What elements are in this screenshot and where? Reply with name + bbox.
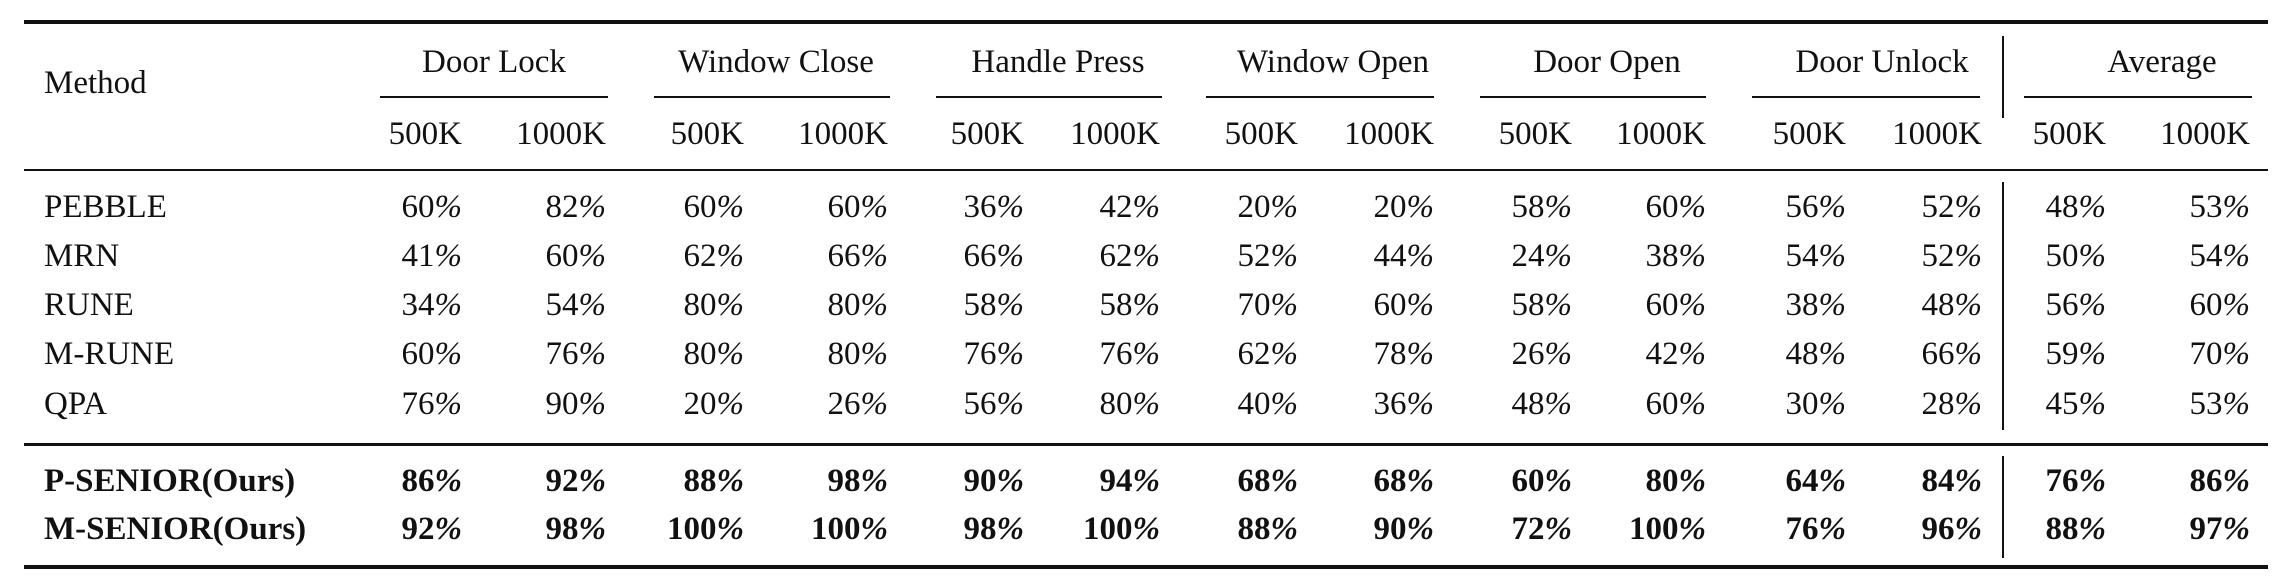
table-cell: 60%	[683, 189, 744, 225]
subheader-1000k: 1000K	[2160, 116, 2250, 152]
table-cell: 84%	[1921, 463, 1982, 499]
table-cell: 60%	[2189, 287, 2250, 323]
subheader-500k: 500K	[950, 116, 1024, 152]
table-cell: 70%	[2189, 336, 2250, 372]
table-cell: 53%	[2189, 189, 2250, 225]
group-underline	[1206, 96, 1434, 98]
subheader-1000k: 1000K	[1616, 116, 1706, 152]
table-cell: 34%	[401, 287, 462, 323]
subheader-500k: 500K	[1224, 116, 1298, 152]
table-cell: 100%	[811, 511, 888, 547]
table-cell: 42%	[1099, 189, 1160, 225]
group-underline	[2024, 96, 2252, 98]
table-cell: 62%	[1237, 336, 1298, 372]
method-name: MRN	[44, 238, 120, 274]
table-cell: 80%	[827, 336, 888, 372]
table-cell: 90%	[545, 386, 606, 422]
table-cell: 24%	[1511, 238, 1572, 274]
method-column-header: Method	[44, 65, 147, 101]
subheader-500k: 500K	[388, 116, 462, 152]
table-cell: 60%	[1645, 189, 1706, 225]
group-header: Handle Press	[971, 44, 1145, 80]
table-cell: 60%	[1645, 287, 1706, 323]
table-cell: 92%	[401, 511, 462, 547]
table-cell: 45%	[2045, 386, 2106, 422]
table-cell: 50%	[2045, 238, 2106, 274]
table-cell: 88%	[1237, 511, 1298, 547]
table-cell: 66%	[1921, 336, 1982, 372]
group-underline	[1480, 96, 1706, 98]
table-cell: 20%	[1237, 189, 1298, 225]
subheader-1000k: 1000K	[1344, 116, 1434, 152]
group-header: Door Open	[1533, 44, 1681, 80]
table-cell: 66%	[963, 238, 1024, 274]
table-cell: 30%	[1785, 386, 1846, 422]
table-cell: 60%	[1373, 287, 1434, 323]
subheader-1000k: 1000K	[516, 116, 606, 152]
subheader-1000k: 1000K	[1070, 116, 1160, 152]
table-cell: 88%	[683, 463, 744, 499]
table-cell: 98%	[545, 511, 606, 547]
table-cell: 64%	[1785, 463, 1846, 499]
subheader-500k: 500K	[1498, 116, 1572, 152]
method-name: PEBBLE	[44, 189, 167, 225]
method-name: QPA	[44, 386, 107, 422]
table-cell: 68%	[1373, 463, 1434, 499]
bottom-rule	[24, 565, 2268, 569]
table-cell: 38%	[1785, 287, 1846, 323]
table-cell: 100%	[667, 511, 744, 547]
table-cell: 48%	[2045, 189, 2106, 225]
table-cell: 76%	[2045, 463, 2106, 499]
table-cell: 53%	[2189, 386, 2250, 422]
table-cell: 66%	[827, 238, 888, 274]
table-cell: 94%	[1099, 463, 1160, 499]
table-cell: 60%	[827, 189, 888, 225]
table-cell: 76%	[545, 336, 606, 372]
table-cell: 36%	[963, 189, 1024, 225]
group-header: Door Lock	[422, 44, 566, 80]
table-cell: 20%	[1373, 189, 1434, 225]
table-cell: 98%	[827, 463, 888, 499]
table-cell: 41%	[401, 238, 462, 274]
table-cell: 54%	[2189, 238, 2250, 274]
ours-separator-rule	[24, 443, 2268, 446]
table-cell: 92%	[545, 463, 606, 499]
table-cell: 76%	[401, 386, 462, 422]
table-cell: 59%	[2045, 336, 2106, 372]
table-cell: 28%	[1921, 386, 1982, 422]
table-cell: 48%	[1511, 386, 1572, 422]
subheader-500k: 500K	[1772, 116, 1846, 152]
table-cell: 48%	[1921, 287, 1982, 323]
table-cell: 54%	[545, 287, 606, 323]
header-rule	[24, 169, 2268, 171]
method-name: P-SENIOR(Ours)	[44, 463, 296, 499]
table-cell: 86%	[2189, 463, 2250, 499]
group-header: Average	[2107, 44, 2217, 80]
subheader-500k: 500K	[2032, 116, 2106, 152]
table-cell: 80%	[1099, 386, 1160, 422]
table-cell: 76%	[1099, 336, 1160, 372]
table-cell: 20%	[683, 386, 744, 422]
method-name: RUNE	[44, 287, 134, 323]
subheader-1000k: 1000K	[1892, 116, 1982, 152]
table-cell: 26%	[827, 386, 888, 422]
table-cell: 76%	[963, 336, 1024, 372]
table-cell: 86%	[401, 463, 462, 499]
group-header: Window Open	[1236, 44, 1430, 80]
table-cell: 36%	[1373, 386, 1434, 422]
table-cell: 62%	[1099, 238, 1160, 274]
table-cell: 48%	[1785, 336, 1846, 372]
table-cell: 60%	[401, 336, 462, 372]
table-cell: 88%	[2045, 511, 2106, 547]
group-underline	[936, 96, 1162, 98]
group-header: Door Unlock	[1795, 44, 1969, 80]
table-cell: 52%	[1921, 189, 1982, 225]
table-cell: 54%	[1785, 238, 1846, 274]
table-cell: 90%	[963, 463, 1024, 499]
table-cell: 80%	[683, 336, 744, 372]
table-cell: 42%	[1645, 336, 1706, 372]
table-cell: 60%	[1645, 386, 1706, 422]
table-cell: 68%	[1237, 463, 1298, 499]
table-cell: 56%	[963, 386, 1024, 422]
table-cell: 62%	[683, 238, 744, 274]
table-cell: 52%	[1921, 238, 1982, 274]
group-underline	[1752, 96, 1980, 98]
table-cell: 38%	[1645, 238, 1706, 274]
table-cell: 60%	[545, 238, 606, 274]
table-cell: 56%	[2045, 287, 2106, 323]
table-cell: 58%	[1511, 287, 1572, 323]
table-cell: 58%	[1099, 287, 1160, 323]
table-cell: 58%	[1511, 189, 1572, 225]
subheader-1000k: 1000K	[798, 116, 888, 152]
table-cell: 82%	[545, 189, 606, 225]
table-cell: 60%	[401, 189, 462, 225]
table-cell: 98%	[963, 511, 1024, 547]
group-underline	[654, 96, 890, 98]
group-underline	[380, 96, 608, 98]
table-cell: 70%	[1237, 287, 1298, 323]
method-name: M-RUNE	[44, 336, 175, 372]
table-cell: 96%	[1921, 511, 1982, 547]
group-header: Window Close	[678, 44, 874, 80]
table-cell: 40%	[1237, 386, 1298, 422]
table-cell: 72%	[1511, 511, 1572, 547]
table-cell: 78%	[1373, 336, 1434, 372]
table-cell: 58%	[963, 287, 1024, 323]
table-cell: 26%	[1511, 336, 1572, 372]
top-rule	[24, 20, 2268, 24]
subheader-500k: 500K	[670, 116, 744, 152]
table-cell: 100%	[1083, 511, 1160, 547]
average-divider-header	[2002, 36, 2004, 118]
table-cell: 76%	[1785, 511, 1846, 547]
table-cell: 44%	[1373, 238, 1434, 274]
table-cell: 80%	[1645, 463, 1706, 499]
table-cell: 52%	[1237, 238, 1298, 274]
table-cell: 97%	[2189, 511, 2250, 547]
table-cell: 56%	[1785, 189, 1846, 225]
table-cell: 100%	[1629, 511, 1706, 547]
table-cell: 80%	[827, 287, 888, 323]
table-cell: 90%	[1373, 511, 1434, 547]
table-cell: 80%	[683, 287, 744, 323]
method-name: M-SENIOR(Ours)	[44, 511, 307, 547]
table-cell: 60%	[1511, 463, 1572, 499]
